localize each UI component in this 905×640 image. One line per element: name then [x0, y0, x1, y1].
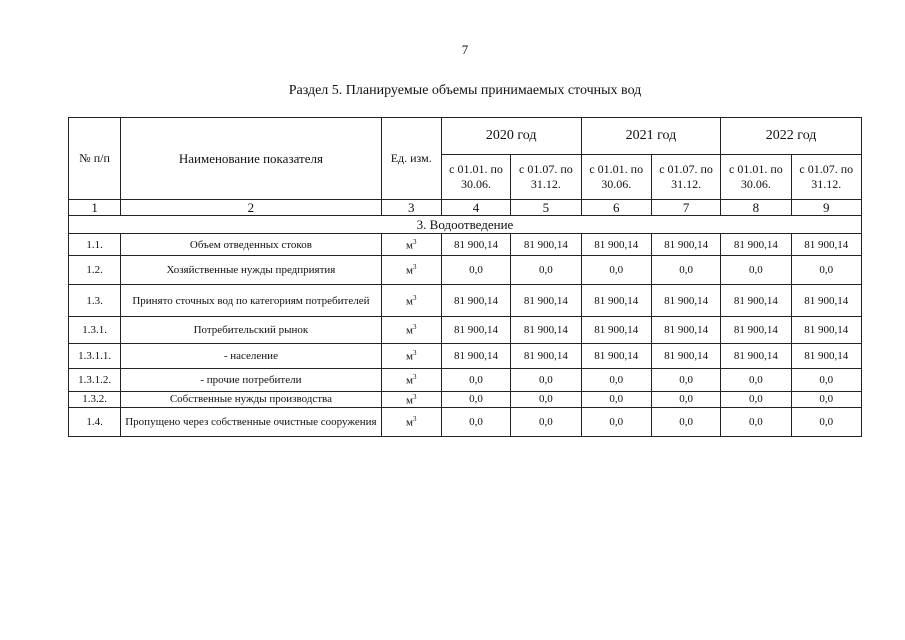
row-value: 81 900,14	[581, 317, 651, 344]
row-value: 81 900,14	[511, 285, 581, 317]
row-value: 0,0	[651, 256, 720, 285]
page-number: 7	[461, 42, 469, 57]
row-number: 1.3.1.1.	[69, 344, 121, 369]
unit-base: м	[405, 295, 413, 308]
row-name: Объем отведенных стоков	[121, 234, 381, 256]
row-value: 81 900,14	[791, 344, 861, 369]
row-unit	[381, 256, 441, 285]
row-value: 81 900,14	[581, 234, 651, 256]
unit-base: м	[405, 264, 413, 277]
row-unit	[381, 234, 441, 256]
table-row	[69, 392, 862, 408]
row-value: 81 900,14	[721, 344, 791, 369]
row-value: 0,0	[511, 407, 581, 436]
row-value: 0,0	[511, 369, 581, 392]
row-value: 0,0	[581, 369, 651, 392]
row-value: 0,0	[581, 256, 651, 285]
column-number: 9	[791, 200, 861, 216]
row-value: 81 900,14	[791, 317, 861, 344]
unit-exponent: 3	[412, 349, 417, 358]
row-value: 0,0	[651, 369, 720, 392]
column-number: 4	[441, 200, 510, 216]
unit-base: м	[405, 239, 413, 252]
row-number: 1.3.1.2.	[69, 369, 121, 392]
unit-base: м	[405, 394, 413, 407]
row-unit	[381, 317, 441, 344]
row-value: 81 900,14	[581, 344, 651, 369]
row-name: - население	[121, 344, 381, 369]
header-year-2020: 2020 год	[441, 118, 581, 155]
column-number: 6	[581, 200, 651, 216]
unit-exponent: 3	[412, 373, 417, 382]
row-value: 0,0	[581, 407, 651, 436]
row-value: 0,0	[791, 407, 861, 436]
row-name: Пропущено через собственные очистные сооружения	[121, 407, 381, 436]
row-number: 1.3.2.	[69, 392, 121, 408]
unit-exponent: 3	[412, 263, 417, 272]
unit-exponent: 3	[412, 323, 417, 332]
header-period: с 01.01. по 30.06.	[581, 155, 651, 200]
row-number: 1.4.	[69, 407, 121, 436]
row-value: 81 900,14	[441, 285, 510, 317]
row-name: - прочие потребители	[121, 369, 381, 392]
row-value: 81 900,14	[651, 285, 720, 317]
section-row	[69, 216, 862, 234]
column-number: 1	[69, 200, 121, 216]
row-value: 81 900,14	[581, 285, 651, 317]
header-year-2021: 2021 год	[581, 118, 721, 155]
header-period: с 01.07. по 31.12.	[791, 155, 861, 200]
row-value: 81 900,14	[511, 234, 581, 256]
row-number: 1.1.	[69, 234, 121, 256]
row-value: 81 900,14	[651, 234, 720, 256]
table-row	[69, 317, 862, 344]
row-value: 0,0	[721, 407, 791, 436]
column-number: 7	[651, 200, 720, 216]
row-value: 81 900,14	[791, 285, 861, 317]
column-numbers-row	[69, 200, 862, 216]
table-body	[69, 118, 862, 437]
column-number: 8	[721, 200, 791, 216]
row-value: 81 900,14	[511, 317, 581, 344]
row-value: 0,0	[651, 407, 720, 436]
header-unit: Ед. изм.	[381, 118, 441, 200]
table-row	[69, 344, 862, 369]
column-number: 3	[381, 200, 441, 216]
row-name: Принято сточных вод по категориям потребителей	[121, 285, 381, 317]
header-period: с 01.07. по 31.12.	[511, 155, 581, 200]
wastewater-volume-table	[68, 117, 862, 437]
row-value: 0,0	[791, 256, 861, 285]
header-period: с 01.01. по 30.06.	[721, 155, 791, 200]
table-row	[69, 285, 862, 317]
row-value: 0,0	[511, 256, 581, 285]
unit-exponent: 3	[412, 393, 417, 401]
row-unit	[381, 392, 441, 408]
row-value: 0,0	[721, 256, 791, 285]
row-unit	[381, 407, 441, 436]
row-value: 0,0	[721, 369, 791, 392]
unit-exponent: 3	[412, 414, 417, 423]
header-period: с 01.01. по 30.06.	[441, 155, 510, 200]
table-row	[69, 256, 862, 285]
row-name: Потребительский рынок	[121, 317, 381, 344]
row-value: 0,0	[441, 256, 510, 285]
column-number: 5	[511, 200, 581, 216]
table-row	[69, 407, 862, 436]
header-name: Наименование показателя	[121, 118, 381, 200]
row-value: 0,0	[651, 392, 720, 408]
row-number: 1.3.1.	[69, 317, 121, 344]
unit-exponent: 3	[412, 293, 417, 302]
row-value: 0,0	[721, 392, 791, 408]
row-value: 0,0	[581, 392, 651, 408]
row-value: 81 900,14	[651, 344, 720, 369]
header-year-2022: 2022 год	[721, 118, 862, 155]
row-value: 81 900,14	[441, 344, 510, 369]
header-num: № п/п	[69, 118, 121, 200]
header-row-years	[69, 118, 862, 155]
unit-base: м	[405, 374, 413, 387]
row-value: 0,0	[511, 392, 581, 408]
row-value: 81 900,14	[721, 317, 791, 344]
row-value: 81 900,14	[651, 317, 720, 344]
row-name: Собственные нужды производства	[121, 392, 381, 408]
row-value: 81 900,14	[441, 234, 510, 256]
unit-base: м	[405, 324, 413, 337]
section-title: Раздел 5. Планируемые объемы принимаемых сточных вод	[288, 83, 642, 98]
row-value: 0,0	[441, 369, 510, 392]
unit-base: м	[405, 350, 413, 363]
row-unit	[381, 285, 441, 317]
header-period: с 01.07. по 31.12.	[651, 155, 720, 200]
row-value: 0,0	[441, 407, 510, 436]
row-number: 1.3.	[69, 285, 121, 317]
table-row	[69, 369, 862, 392]
row-unit	[381, 344, 441, 369]
row-value: 81 900,14	[511, 344, 581, 369]
row-name: Хозяйственные нужды предприятия	[121, 256, 381, 285]
row-value: 0,0	[441, 392, 510, 408]
row-number: 1.2.	[69, 256, 121, 285]
column-number: 2	[121, 200, 381, 216]
section-heading: 3. Водоотведение	[69, 216, 862, 234]
row-value: 81 900,14	[721, 234, 791, 256]
row-value: 81 900,14	[441, 317, 510, 344]
table-row	[69, 234, 862, 256]
unit-base: м	[405, 416, 413, 429]
row-unit	[381, 369, 441, 392]
row-value: 0,0	[791, 392, 861, 408]
row-value: 0,0	[791, 369, 861, 392]
row-value: 81 900,14	[721, 285, 791, 317]
row-value: 81 900,14	[791, 234, 861, 256]
unit-exponent: 3	[412, 237, 417, 246]
